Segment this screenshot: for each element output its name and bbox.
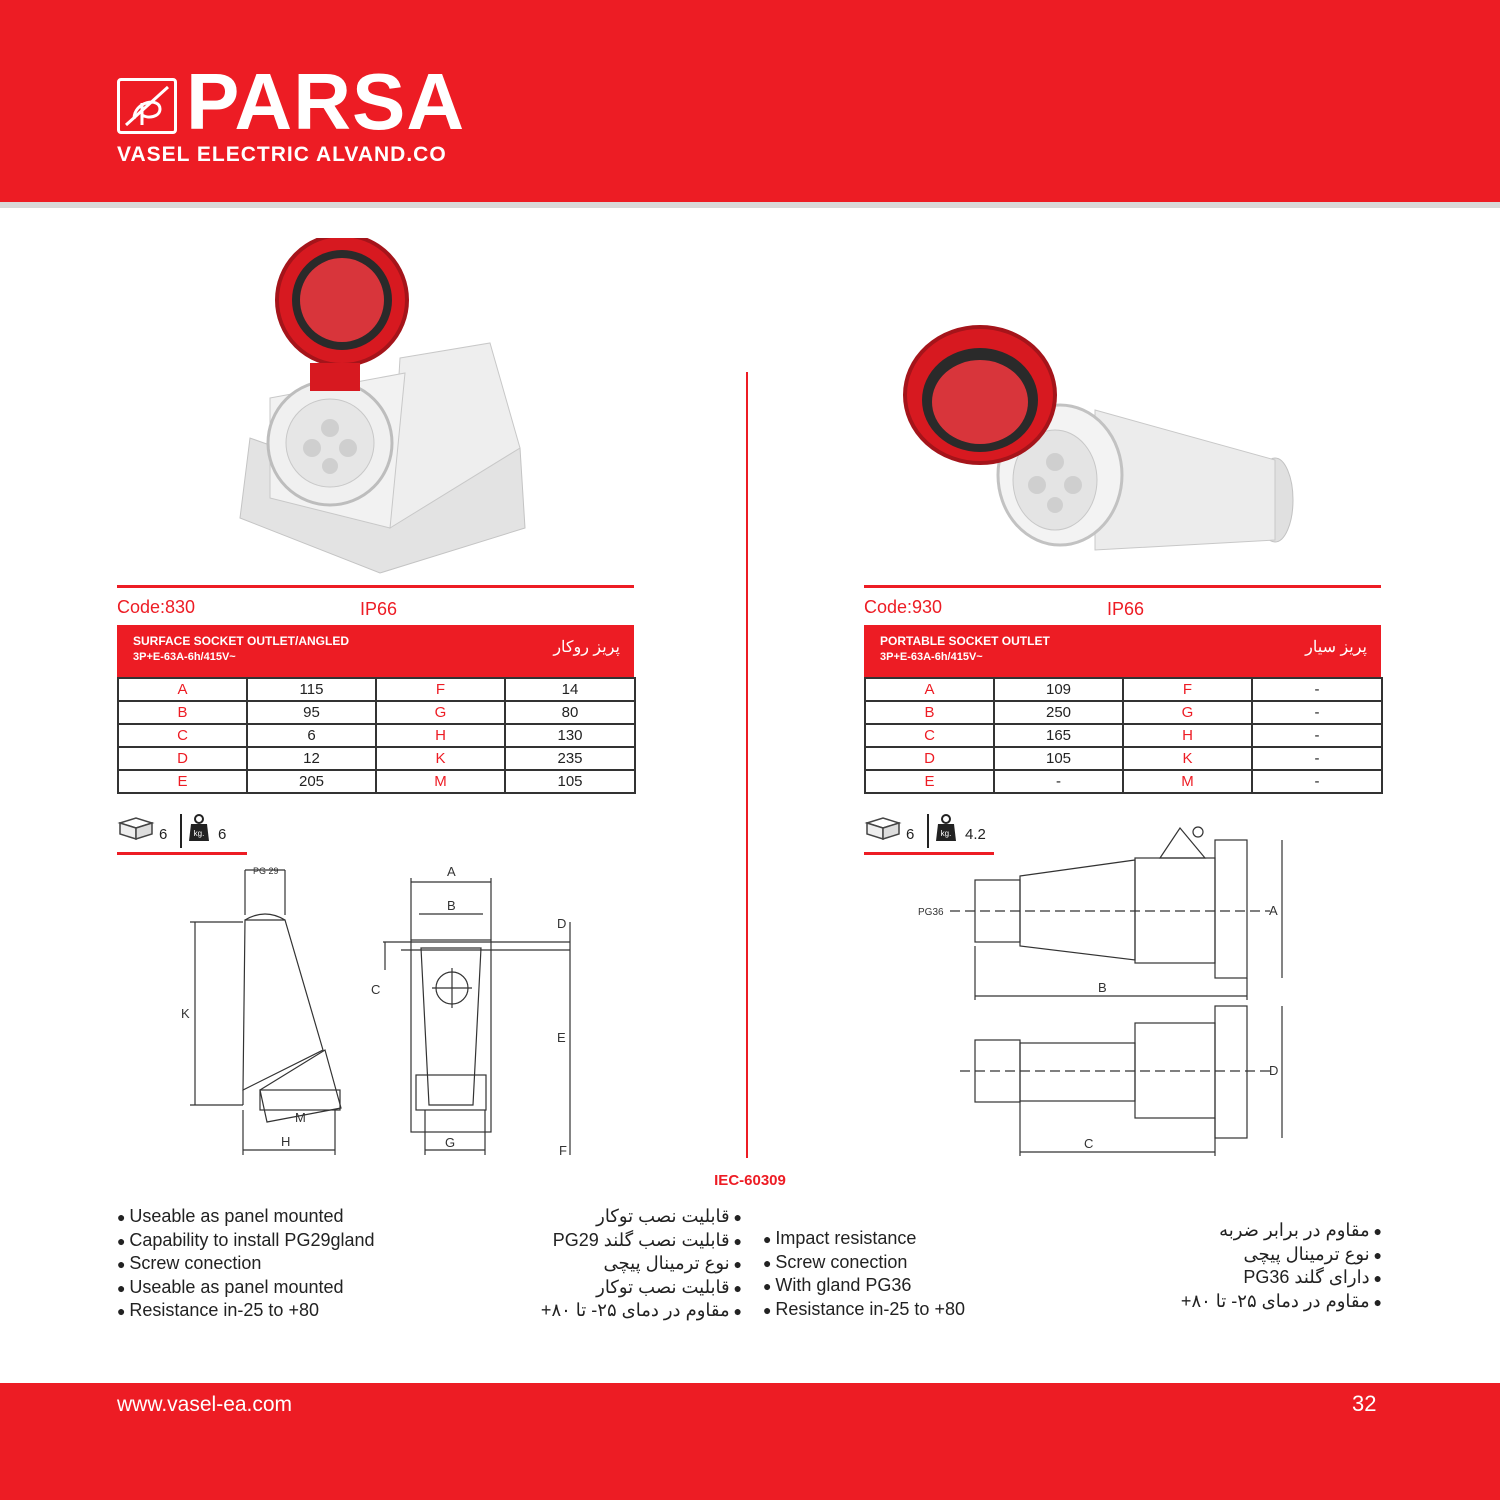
- product1-dimension-table: [117, 677, 636, 794]
- product1-weight: 6: [218, 826, 227, 843]
- dim-key: D: [118, 747, 247, 770]
- product2-top-rule: [864, 585, 1381, 588]
- product2-features-fa: [1130, 1219, 1382, 1313]
- product1-title-band: [117, 625, 634, 677]
- table-row: [865, 724, 1382, 747]
- list-item: ● مقاوم در برابر ضربه: [1130, 1219, 1382, 1243]
- separator: [180, 814, 182, 848]
- dim-value: 109: [994, 678, 1123, 701]
- product2-dimension-table: [864, 677, 1383, 794]
- label-d: D: [1269, 1063, 1279, 1078]
- dim-value: -: [1252, 724, 1382, 747]
- dim-value: 80: [505, 701, 635, 724]
- table-row: [865, 701, 1382, 724]
- dim-key: C: [118, 724, 247, 747]
- label-e: E: [557, 1030, 566, 1045]
- table-row: [118, 724, 635, 747]
- label-h: H: [281, 1134, 291, 1149]
- dim-key: G: [1123, 701, 1252, 724]
- list-item: ● قابلیت نصب توکار: [480, 1276, 742, 1300]
- dim-value: 12: [247, 747, 376, 770]
- dim-value: -: [1252, 678, 1382, 701]
- header-divider: [0, 202, 1500, 208]
- table-row: [118, 747, 635, 770]
- list-item: ● Resistance in-25 to +80: [117, 1299, 417, 1323]
- dim-key: E: [118, 770, 247, 793]
- product1-features-en: [117, 1205, 417, 1323]
- product2-weight: 4.2: [965, 826, 986, 843]
- list-item: ● قابلیت نصب گلند PG29: [480, 1229, 742, 1253]
- center-divider: [746, 372, 748, 1158]
- list-item: ● Useable as panel mounted: [117, 1205, 417, 1229]
- dim-value: 95: [247, 701, 376, 724]
- list-item: ● With gland PG36: [763, 1274, 1023, 1298]
- list-item: ● Useable as panel mounted: [117, 1276, 417, 1300]
- product1-spec: 3P+E-63A-6h/415V~: [133, 651, 236, 663]
- list-item: ● قابلیت نصب توکار: [480, 1205, 742, 1229]
- dim-key: H: [376, 724, 505, 747]
- product2-title-en: PORTABLE SOCKET OUTLET: [880, 634, 1050, 648]
- dim-value: 105: [505, 770, 635, 793]
- list-item: ● نوع ترمینال پیچی: [1130, 1243, 1382, 1267]
- website-link[interactable]: www.vasel-ea.com: [117, 1393, 293, 1416]
- dim-key: M: [376, 770, 505, 793]
- product1-pack-qty: 6: [159, 826, 168, 843]
- package-icon: [864, 815, 904, 841]
- weight-kg-icon: [188, 814, 210, 842]
- company-tagline: VASEL ELECTRIC ALVAND.CO: [117, 143, 447, 166]
- product2-title-band: [864, 625, 1381, 677]
- list-item: ● Impact resistance: [763, 1227, 1023, 1251]
- label-pg: PG36: [918, 907, 944, 918]
- list-item: ● Capability to install PG29gland: [117, 1229, 417, 1253]
- dim-value: -: [1252, 770, 1382, 793]
- dim-key: A: [118, 678, 247, 701]
- table-row: [865, 678, 1382, 701]
- label-pg: PG 29: [253, 866, 279, 876]
- label-b: B: [447, 898, 456, 913]
- label-a: A: [1269, 903, 1278, 918]
- list-item: ● Screw conection: [763, 1251, 1023, 1275]
- dim-key: B: [865, 701, 994, 724]
- product2-features-en: [763, 1227, 1023, 1321]
- product1-code: Code:830: [117, 597, 196, 617]
- dim-key: A: [865, 678, 994, 701]
- dim-key: F: [376, 678, 505, 701]
- product1-features-fa: [480, 1205, 742, 1323]
- list-item: ● Resistance in-25 to +80: [763, 1298, 1023, 1322]
- dim-key: H: [1123, 724, 1252, 747]
- product-photo-surface-socket: [230, 238, 530, 578]
- label-c: C: [371, 982, 381, 997]
- label-a: A: [447, 864, 456, 879]
- list-item: ● مقاوم در دمای ۲۵- تا ۸۰+: [1130, 1290, 1382, 1314]
- label-g: G: [445, 1135, 456, 1150]
- label-k: K: [181, 1006, 190, 1021]
- product2-spec: 3P+E-63A-6h/415V~: [880, 651, 983, 663]
- dim-value: 115: [247, 678, 376, 701]
- product1-short-rule: [117, 852, 247, 855]
- dim-value: 105: [994, 747, 1123, 770]
- table-row: [865, 770, 1382, 793]
- table-row: [118, 770, 635, 793]
- dim-key: D: [865, 747, 994, 770]
- product1-technical-drawing: [175, 860, 585, 1160]
- dim-key: K: [1123, 747, 1252, 770]
- dim-value: 165: [994, 724, 1123, 747]
- dim-value: 130: [505, 724, 635, 747]
- dim-key: K: [376, 747, 505, 770]
- label-m: M: [295, 1110, 306, 1125]
- parsa-logo-icon: [117, 78, 177, 134]
- product2-pack-qty: 6: [906, 826, 915, 843]
- product1-top-rule: [117, 585, 634, 588]
- dim-value: -: [994, 770, 1123, 793]
- dim-value: 6: [247, 724, 376, 747]
- page-number: 32: [1352, 1391, 1377, 1416]
- label-c: C: [1084, 1136, 1094, 1151]
- product2-title-fa: پریز سیار: [1305, 639, 1367, 656]
- label-b: B: [1098, 980, 1107, 995]
- table-row: [118, 701, 635, 724]
- table-row: [865, 747, 1382, 770]
- dim-value: 205: [247, 770, 376, 793]
- product2-technical-drawing: [910, 818, 1290, 1158]
- dim-key: B: [118, 701, 247, 724]
- product2-ip-rating: IP66: [1107, 599, 1145, 619]
- dim-value: 235: [505, 747, 635, 770]
- brand-name: PARSA: [186, 57, 466, 146]
- dim-key: F: [1123, 678, 1252, 701]
- label-d: D: [557, 916, 567, 931]
- product2-code: Code:930: [864, 597, 943, 617]
- list-item: ● نوع ترمینال پیچی: [480, 1252, 742, 1276]
- list-item: ● دارای گلند PG36: [1130, 1266, 1382, 1290]
- list-item: ● مقاوم در دمای ۲۵- تا ۸۰+: [480, 1299, 742, 1323]
- product1-title-fa: پریز روکار: [553, 639, 620, 656]
- dim-key: G: [376, 701, 505, 724]
- product1-ip-rating: IP66: [360, 599, 398, 619]
- product-photo-portable-socket: [895, 320, 1295, 560]
- dim-value: -: [1252, 747, 1382, 770]
- dim-key: E: [865, 770, 994, 793]
- svg-text:kg.: kg.: [940, 829, 952, 838]
- dim-key: C: [865, 724, 994, 747]
- dim-value: -: [1252, 701, 1382, 724]
- table-row: [118, 678, 635, 701]
- standard-label: IEC-60309: [714, 1172, 786, 1189]
- package-icon: [117, 815, 157, 841]
- list-item: ● Screw conection: [117, 1252, 417, 1276]
- label-f: F: [559, 1143, 567, 1158]
- dim-value: 14: [505, 678, 635, 701]
- dim-key: M: [1123, 770, 1252, 793]
- svg-text:kg.: kg.: [193, 829, 205, 838]
- dim-value: 250: [994, 701, 1123, 724]
- product1-title-en: SURFACE SOCKET OUTLET/ANGLED: [133, 634, 350, 648]
